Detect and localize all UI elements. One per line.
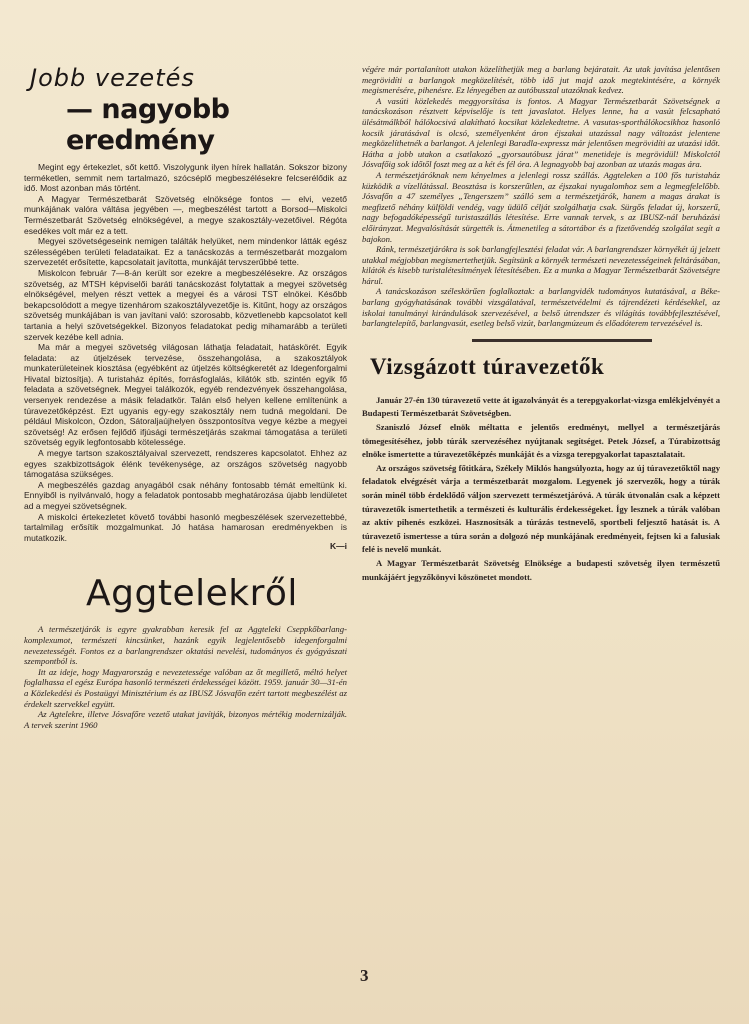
article-body-guides (362, 394, 720, 584)
paragraph: Ránk, természetjárókra is sok barlangfejlesztési feladat vár. A barlangrendszer környékét új jelzett utakkal mégjobban megismertethetjük. Segítsünk a környék természeti nevezetességeinek feltárásában, kilátók és kisebb turistalétesítmények létesítésében. Ez a munka a Magyar Természetbarát Szövetségre hárul. (362, 244, 720, 286)
article-body-aggtelek-left (24, 624, 347, 730)
paragraph: A természetjáróknak nem kényelmes a jelenlegi rossz szállás. Aggteleken a 100 fős turistaház küzködik a vízellátással. Beosztása is korszerűtlen, az éjszakai nyugalomhoz sem a legmegfelelőbb. Jósvafőn a 47 személyes „Tengerszem” szálló sem a természetjárók, hanem a magas árakat is megfizető néhány külföldi vendég, vagy üdülő célját szolgálhatja csak. Sürgős feladat új, korszerű, nagy befogadóképességű turistaszállás létesítése. Erre vannak tervek, s az IBUSZ-nál beruházási előirányzat. Megvalósítását sürgették is. Átmenetileg a sátortábor és a fizetővendég szolgálat segít a bajokon. (362, 169, 720, 244)
paragraph: végére már portalanított utakon közelíthetjük meg a barlang bejáratait. Az utak javítása jelentősen megrövidíti a barlangok megközelítését, több idő jut majd azok megtekintésére, a környék megismerésére, pihenésre. Ez lényegében az autóbusszal utazóknak kedvez. (362, 64, 720, 96)
article-title-line1: Jobb vezetés (30, 64, 195, 92)
article-body-aggtelek-right (362, 64, 720, 329)
article-title-guides: Vizsgázott túravezetők (370, 353, 605, 379)
paragraph: Megyei szövetségeseink nemigen találták helyüket, nem mindenkor látták egész szélességében területi feladataikat. Ez a tanácskozás a természetbarát mozgalom szervezetét erősítette, kapcsolatait javította, munkáját tervszerűbbé tette. (24, 236, 347, 268)
paragraph: Az országos szövetség főtitkára, Székely Miklós hangsúlyozta, hogy az új túravezetőktől nagy feladatok elvégzését várja a természetbarát mozgalom. Legyenek jó szervezők, hogy a túrák során minél több érdeklődő váljon szervezett természetjáróvá. A túrák útvonalán csak a képzett túravezetők ismertethetik a természeti és kulturális érdekességeket. Így lesznek a túrák valóban az aktív pihenés eszközei. Hasznosítsák a túrázás testnevelő, sportbeli feljesztő hatását is. A túravezető ismertesse a túra során a dolgozó nép munkájának eredményeit, fejtsen ki a falusiak felé is nevelő munkát. (362, 462, 720, 555)
article-body-leadership (24, 162, 347, 551)
paragraph: Ma már a megyei szövetség világosan láthatja feladatait, hatáskörét. Egyik feladata: az útjelzések tervezése, összehangolása, a szakosztályok munkaterületeinek kiosztása (egyébként az útjelzés költségkeretét az Idegenforgalmi Hivatal biztosítja). A turistaház építés, forrásfoglalás, kilátók stb. szintén egyik fő feladata a szövetségnek. Megyei találkozók, egyéb rendezvények összehangolása, versenyek rendezése a másik feladatkör. Talán első helyen kellene említenünk a túravezetőképzést. Ezt ugyanis egy-egy szakosztály nem tudná megoldani. De például Miskolcon, Ózdon, Sátoraljaújhelyen összpontosítva vegye kézbe a megyei szövetség! Az erősen fejlődő ifjúsági természetjárás szakmai támogatása a területi szövetség egyik legfontosabb kötelessége. (24, 342, 347, 448)
paragraph: Az Agtelekre, illetve Jósvafőre vezető utakat javítják, bizonyos mértékig modernizálják. A tervek szerint 1960 (24, 709, 347, 730)
article-title-line2: — nagyobb eredmény (66, 94, 230, 156)
page-number: 3 (360, 966, 369, 985)
paragraph: A tanácskozáson széleskörűen foglalkoztak: a barlangvidék tudományos kutatásával, a Béke-barlang gyógyhatásának további vizsgálatával, természetvédelmi és tájrendézeti kérdésekkel, az iskolai tanulmányi kirándulások szervezésével, a belső útrendszer és világítás továbbfejlesztésével, barlangtelepítő, barlangvasút, esetleg belső vizút, barlangmúzeum és előadóterem tervezésével is. (362, 286, 720, 329)
paragraph: A megbeszélés gazdag anyagából csak néhány fontosabb témát emeltünk ki. Ennyiből is nyilvánvaló, hogy a feladatok pontosabb meghatározása újabb lendületet ad a megyei szövetségnek. (24, 479, 347, 511)
paragraph: A Magyar Természetbarát Szövetség elnöksége fontos — elvi, vezető munkájának valóra váltása jegyében —, megbeszélést tartott a Borsod—Miskolci Természetbarát Szövetség elnökségével, a megye szakosztály-vezetőivel. Régóta esedékes volt már ez a tett. (24, 193, 347, 236)
paragraph: Szaniszló József elnök méltatta e jelentős eredményt, mellyel a természetjárás tömegesítéséhez, jobb túrák szervezéséhez nyújtanak segítséget. Petek József, a Túrabizottság elnöke ismertette a túravezetőképzés munkáját és a vizsga terepgyakorlat tapasztalatait. (362, 422, 720, 460)
paragraph: A megye tartson szakosztályaival szervezett, rendszeres kapcsolatot. Ehhez az egyes szakbizottságok élénk tevékenysége, az országos szövetség nagyobb támogatása szükséges. (24, 448, 347, 480)
paragraph: Január 27-én 130 túravezető vette át igazolványát és a terepgyakorlat-vizsga emlékjelvényét a Budapesti Természetbarát Szövetségben. (362, 394, 720, 419)
paragraph: A miskolci értekezletet követő további hasonló megbeszélések szervezettebbé, tartalmilag erősítik mozgalmunkat. Jó hatása hamarosan eredményekben is mutatkozik. (24, 511, 347, 543)
article-title-aggtelek: Aggtelekről (86, 573, 298, 615)
paragraph: Megint egy értekezlet, sőt kettő. Viszolygunk ilyen hírek hallatán. Sokszor bizony terméketlen, semmit nem tartalmazó, szócséplő megbeszélésekre felcserélődik az idő. Most azonban más történt. (24, 162, 347, 194)
left-column (24, 58, 347, 730)
section-divider (472, 339, 652, 342)
right-column (362, 64, 720, 584)
paragraph: A természetjárók is egyre gyakrabban keresik fel az Aggteleki Cseppkőbarlang-komplexumot, természeti kincsünket, hazánk egyik legjelentősebb idegenforgalmi nevezetességét. Fontos ez a barlangrendszer oktatási nevelési, tudományos és gyógyászati szempontból is. (24, 624, 347, 667)
author-signature: K—i (330, 541, 347, 552)
paragraph: A Magyar Természetbarát Szövetség Elnöksége a budapesti szövetség ilyen természetű munkájáért jegyzőkönyvi köszönetet mondott. (362, 557, 720, 582)
paragraph: A vasúti közlekedés meggyorsítása is fontos. A Magyar Természetbarát Szövetségnek a tanácskozáson résztvett képviselője is tett javaslatot. Helyes lenne, ha a vasút felcsapható ülésátmálkból hálókocsivá alakítható kocsikat közlekedtetne. A vasutas-sporthálókocsikhoz hasonló kocsik járatásával is olcsó, személyenként áron éjszakai utazással nagy változást jelentene megközelíthetnék a barlangot. A jelenlegi Baradla-expressz már jelentősen megrövidíti az utazási időt. Hátha a jobb utakon a csatlakozó „gyorsautóbusz járat” menetideje is megrövidül! Miskolctól Jósvafőig sok időtől foszt meg az a két és fél óra. A legnagyobb baj azonban az utazás magas ára. (362, 95, 720, 170)
paragraph: Miskolcon február 7—8-án került sor ezekre a megbeszélésekre. Az országos szövetség, az MTSH képviselői baráti tanácskozást folytattak a megyei szövetség elnökségével, melyen részt vettek a megyei és a városi TST elnökei. Később bekapcsolódott a megye tizenhárom szakosztályvezetője is. Kitűnt, hogy az országos szövetség munkájában is van javítani való: szorosabb, közvetlenebb kapcsolatot kell tartania a helyi szövetségekkel. Bizonyos feladatokat pedig mihamarább a területi szervek kezébe kell adnia. (24, 267, 347, 342)
paragraph: Itt az ideje, hogy Magyarország e nevezetessége valóban az őt megillető, méltó helyet foglalhassa el egész Európa hasonló természeti érdekességei között. 1959. január 30—31-én a Közlekedési és Postaügyi Minisztérium és az IBUSZ Jósvafőn ezért tartott megbeszélést az érdekelt szervekkel együtt. (24, 666, 347, 709)
